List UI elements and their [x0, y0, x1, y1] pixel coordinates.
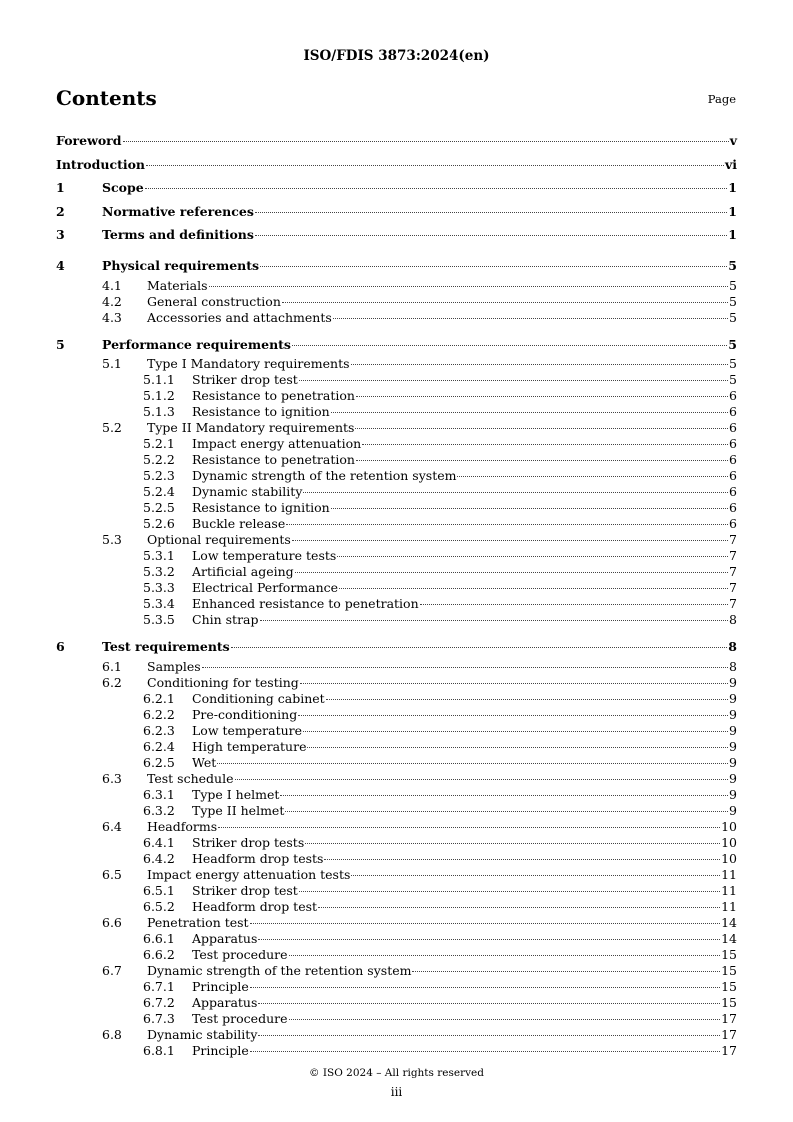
- toc-entry-number: 6.2.2: [143, 706, 175, 722]
- toc-entry-number: 6.4.1: [143, 834, 175, 850]
- toc-dot-leader: [289, 1019, 721, 1020]
- toc-section-gap: [56, 247, 737, 254]
- toc-dot-leader: [303, 492, 728, 493]
- toc-entry-page: 17: [721, 1026, 737, 1042]
- toc-dot-leader: [355, 428, 728, 429]
- toc-dot-leader: [457, 476, 728, 477]
- toc-entry[interactable]: [56, 819, 737, 835]
- toc-dot-leader: [305, 843, 720, 844]
- toc-entry-number: 6.2.1: [143, 690, 175, 706]
- toc-entry-number: 1: [56, 180, 65, 196]
- toc-entry-title: Foreword: [56, 133, 122, 148]
- toc-entry[interactable]: [56, 691, 737, 707]
- toc-entry-title: Striker drop test: [192, 372, 298, 388]
- toc-entry-page: 15: [721, 946, 737, 962]
- toc-dot-leader: [356, 396, 728, 397]
- toc-entry-number: 6.5.1: [143, 882, 175, 898]
- toc-entry[interactable]: [56, 580, 737, 596]
- toc-entry-number: 5.2: [102, 420, 122, 436]
- toc-entry[interactable]: [56, 596, 737, 612]
- toc-dot-leader: [217, 763, 728, 764]
- toc-entry-title: Physical requirements: [102, 257, 260, 273]
- toc-dot-leader: [260, 266, 727, 267]
- toc-entry-number: 6.3: [102, 770, 122, 786]
- toc-entry-page: vi: [724, 156, 737, 172]
- toc-entry[interactable]: [56, 436, 737, 452]
- toc-entry-page: 17: [721, 1042, 737, 1058]
- toc-dot-leader: [285, 811, 728, 812]
- toc-section-gap: [56, 628, 737, 635]
- toc-dot-leader: [307, 747, 728, 748]
- copyright-notice: © ISO 2024 – All rights reserved: [309, 1067, 484, 1079]
- toc-entry[interactable]: [56, 356, 737, 372]
- toc-entry-title: Chin strap: [192, 612, 259, 628]
- toc-entry[interactable]: [56, 484, 737, 500]
- toc-entry[interactable]: [56, 803, 737, 819]
- toc-dot-leader: [331, 412, 728, 413]
- toc-entry[interactable]: [56, 979, 737, 995]
- toc-entry-title: Apparatus: [192, 994, 258, 1010]
- toc-entry-page: 5: [729, 372, 737, 388]
- toc-dot-leader: [337, 556, 728, 557]
- toc-dot-leader: [303, 731, 728, 732]
- toc-entry-title: Introduction: [56, 156, 146, 172]
- toc-entry-page: 7: [729, 548, 737, 564]
- toc-entry[interactable]: [56, 278, 737, 294]
- toc-dot-leader: [258, 1035, 720, 1036]
- toc-dot-leader: [145, 188, 728, 189]
- toc-dot-leader: [326, 699, 728, 700]
- toc-entry-page: 6: [729, 452, 737, 468]
- toc-dot-leader: [258, 939, 720, 940]
- toc-entry-page: 17: [721, 1010, 737, 1026]
- toc-entry-number: 6.4.2: [143, 850, 175, 866]
- toc-entry-number: 5.1: [102, 356, 122, 372]
- toc-entry-page: 9: [729, 674, 737, 690]
- toc-entry-number: 4.3: [102, 309, 122, 325]
- toc-entry-title: Normative references: [102, 203, 254, 219]
- toc-entry-page: 6: [729, 484, 737, 500]
- toc-dot-leader: [295, 572, 728, 573]
- toc-entry[interactable]: [56, 867, 737, 883]
- toc-entry-title: Dynamic stability: [192, 484, 303, 500]
- toc-entry-page: 6: [729, 420, 737, 436]
- toc-entry-number: 6.8: [102, 1026, 122, 1042]
- toc-entry-number: 4.1: [102, 277, 122, 293]
- toc-dot-leader: [123, 141, 729, 142]
- toc-entry-page: 15: [721, 962, 737, 978]
- toc-entry[interactable]: [56, 787, 737, 803]
- toc-entry-page: 11: [721, 882, 737, 898]
- toc-entry-page: 8: [728, 639, 737, 655]
- toc-entry-page: 1: [728, 227, 737, 243]
- toc-entry-page: 10: [721, 850, 737, 866]
- toc-entry-page: 7: [729, 532, 737, 548]
- toc-entry-title: Terms and definitions: [102, 227, 254, 243]
- toc-entry-title: Pre-conditioning: [192, 706, 298, 722]
- toc-entry[interactable]: [56, 1043, 737, 1059]
- toc-entry[interactable]: [56, 564, 737, 580]
- toc-entry-number: 6.2: [102, 674, 122, 690]
- toc-entry[interactable]: [56, 532, 737, 548]
- toc-entry-number: 5.2.4: [143, 484, 175, 500]
- toc-dot-leader: [324, 859, 720, 860]
- toc-entry[interactable]: [56, 1027, 737, 1043]
- toc-entry-number: 2: [56, 203, 65, 219]
- toc-entry-title: Dynamic strength of the retention system: [192, 468, 457, 484]
- toc-entry-page: 6: [729, 516, 737, 532]
- toc-entry-title: Type I Mandatory requirements: [147, 356, 350, 372]
- toc-entry-number: 5.1.1: [143, 372, 175, 388]
- toc-entry[interactable]: [56, 675, 737, 691]
- toc-entry-title: Principle: [192, 978, 249, 994]
- toc-entry-title: Artificial ageing: [192, 564, 294, 580]
- toc-dot-leader: [298, 715, 728, 716]
- toc-entry-number: 5.2.6: [143, 516, 175, 532]
- toc-entry-title: Headforms: [147, 818, 218, 834]
- toc-dot-leader: [292, 345, 727, 346]
- toc-entry-title: Low temperature tests: [192, 548, 337, 564]
- toc-entry-title: Resistance to penetration: [192, 452, 355, 468]
- toc-entry-page: 11: [721, 898, 737, 914]
- toc-dot-leader: [280, 795, 728, 796]
- toc-entry[interactable]: [56, 452, 737, 468]
- toc-dot-leader: [292, 540, 728, 541]
- toc-entry-page: 10: [721, 834, 737, 850]
- contents-title: Contents: [56, 86, 157, 110]
- toc-entry-title: Type I helmet: [192, 786, 280, 802]
- toc-entry-page: 6: [729, 468, 737, 484]
- toc-entry-page: 5: [729, 277, 737, 293]
- toc-dot-leader: [250, 987, 720, 988]
- toc-entry[interactable]: [56, 1011, 737, 1027]
- toc-entry[interactable]: [56, 931, 737, 947]
- toc-entry-page: 8: [729, 612, 737, 628]
- toc-dot-leader: [351, 875, 720, 876]
- toc-entry-number: 6.2.5: [143, 754, 175, 770]
- toc-dot-leader: [231, 647, 728, 648]
- toc-entry[interactable]: [56, 333, 737, 357]
- toc-entry-number: 6.7.1: [143, 978, 175, 994]
- toc-entry[interactable]: [56, 915, 737, 931]
- toc-entry[interactable]: [56, 254, 737, 278]
- toc-entry[interactable]: [56, 851, 737, 867]
- toc-entry-number: 3: [56, 227, 65, 243]
- toc-entry-number: 4.2: [102, 293, 122, 309]
- toc-entry[interactable]: [56, 468, 737, 484]
- toc-entry[interactable]: [56, 294, 737, 310]
- toc-entry-number: 6.6.2: [143, 946, 175, 962]
- toc-entry[interactable]: [56, 500, 737, 516]
- toc-dot-leader: [286, 524, 728, 525]
- toc-entry-title: Wet: [192, 754, 217, 770]
- toc-dot-leader: [235, 779, 729, 780]
- toc-entry-title: Conditioning cabinet: [192, 690, 325, 706]
- toc-entry-page: v: [729, 133, 737, 148]
- toc-entry-number: 6.3.2: [143, 802, 175, 818]
- toc-entry[interactable]: [56, 310, 737, 326]
- toc-entry-page: 5: [729, 309, 737, 325]
- toc-entry[interactable]: [56, 739, 737, 755]
- toc-entry[interactable]: [56, 176, 737, 200]
- toc-entry-page: 15: [721, 994, 737, 1010]
- toc-entry-title: Headform drop test: [192, 898, 318, 914]
- toc-entry-title: Type II Mandatory requirements: [147, 420, 355, 436]
- toc-entry-number: 6.2.4: [143, 738, 175, 754]
- toc-entry-page: 8: [729, 658, 737, 674]
- toc-entry-page: 14: [721, 930, 737, 946]
- toc-entry-number: 6.1: [102, 658, 122, 674]
- toc-entry-number: 5: [56, 336, 65, 352]
- toc-entry-number: 6.5.2: [143, 898, 175, 914]
- toc-dot-leader: [282, 302, 728, 303]
- toc-entry[interactable]: [56, 835, 737, 851]
- toc-entry-number: 5.2.1: [143, 436, 175, 452]
- toc-dot-leader: [299, 380, 728, 381]
- toc-entry[interactable]: [56, 659, 737, 675]
- toc-entry-page: 9: [729, 706, 737, 722]
- toc-entry-page: 14: [721, 914, 737, 930]
- toc-entry[interactable]: [56, 153, 737, 177]
- toc-dot-leader: [209, 286, 729, 287]
- toc-entry-page: 11: [721, 866, 737, 882]
- toc-entry-title: Striker drop test: [192, 882, 298, 898]
- toc-entry-title: Dynamic strength of the retention system: [147, 962, 412, 978]
- toc-entry-page: 10: [721, 818, 737, 834]
- toc-entry[interactable]: [56, 963, 737, 979]
- toc-entry-title: Penetration test: [147, 914, 249, 930]
- toc-entry-page: 1: [728, 180, 737, 196]
- toc-entry[interactable]: [56, 771, 737, 787]
- toc-entry[interactable]: [56, 707, 737, 723]
- toc-entry-number: 5.2.2: [143, 452, 175, 468]
- toc-entry-title: Type II helmet: [192, 802, 285, 818]
- toc-section-gap: [56, 326, 737, 333]
- toc-entry-title: Headform drop tests: [192, 850, 324, 866]
- toc-entry[interactable]: [56, 200, 737, 224]
- toc-dot-leader: [356, 460, 728, 461]
- toc-dot-leader: [202, 667, 728, 668]
- toc-entry-page: 6: [729, 500, 737, 516]
- toc-entry-number: 5.3.3: [143, 580, 175, 596]
- toc-dot-leader: [333, 318, 728, 319]
- toc-dot-leader: [250, 923, 721, 924]
- toc-entry-title: Resistance to penetration: [192, 388, 355, 404]
- toc-entry-title: Resistance to ignition: [192, 404, 330, 420]
- toc-dot-leader: [420, 604, 728, 605]
- toc-entry[interactable]: [56, 420, 737, 436]
- toc-dot-leader: [299, 891, 720, 892]
- toc-entry-number: 6.6.1: [143, 930, 175, 946]
- toc-entry-title: Striker drop tests: [192, 834, 305, 850]
- toc-entry[interactable]: [56, 899, 737, 915]
- toc-entry-title: Test procedure: [192, 946, 288, 962]
- page-column-label: Page: [707, 92, 736, 106]
- toc-entry-number: 6.3.1: [143, 786, 175, 802]
- toc-entry[interactable]: [56, 223, 737, 247]
- toc-entry-number: 6.2.3: [143, 722, 175, 738]
- page-number: iii: [390, 1085, 403, 1099]
- toc-entry-number: 4: [56, 257, 65, 273]
- toc-dot-leader: [260, 620, 729, 621]
- toc-entry-number: 6: [56, 639, 65, 655]
- toc-entry-title: Electrical Performance: [192, 580, 339, 596]
- toc-dot-leader: [300, 683, 728, 684]
- toc-entry-number: 5.1.3: [143, 404, 175, 420]
- toc-dot-leader: [318, 907, 720, 908]
- toc-dot-leader: [412, 971, 720, 972]
- toc-entry-number: 5.3.1: [143, 548, 175, 564]
- toc-entry-number: 6.6: [102, 914, 122, 930]
- toc-entry-page: 7: [729, 564, 737, 580]
- toc-entry-number: 5.1.2: [143, 388, 175, 404]
- toc-entry-page: 5: [729, 356, 737, 372]
- toc-entry-number: 6.8.1: [143, 1042, 175, 1058]
- toc-entry[interactable]: [56, 883, 737, 899]
- toc-entry-page: 9: [729, 754, 737, 770]
- toc-entry-title: Enhanced resistance to penetration: [192, 596, 419, 612]
- toc-dot-leader: [331, 508, 728, 509]
- toc-entry[interactable]: [56, 947, 737, 963]
- toc-entry-page: 1: [728, 203, 737, 219]
- toc-dot-leader: [258, 1003, 720, 1004]
- toc-entry-page: 6: [729, 388, 737, 404]
- toc-entry-title: High temperature: [192, 738, 307, 754]
- toc-entry[interactable]: [56, 755, 737, 771]
- document-id: ISO/FDIS 3873:2024(en): [303, 48, 490, 64]
- toc-dot-leader: [362, 444, 728, 445]
- toc-entry[interactable]: [56, 612, 737, 628]
- toc-entry-number: 5.3.4: [143, 596, 175, 612]
- toc-entry[interactable]: [56, 404, 737, 420]
- toc-dot-leader: [339, 588, 728, 589]
- toc-entry[interactable]: [56, 388, 737, 404]
- toc-entry-title: Test procedure: [192, 1010, 288, 1026]
- toc-entry-title: Test schedule: [147, 770, 234, 786]
- toc-entry-title: Buckle release: [192, 516, 286, 532]
- toc-entry-number: 5.2.5: [143, 500, 175, 516]
- toc-dot-leader: [218, 827, 720, 828]
- toc-entry-title: Materials: [147, 277, 208, 293]
- toc-entry-title: Conditioning for testing: [147, 674, 299, 690]
- toc-entry-page: 7: [729, 580, 737, 596]
- toc-entry-title: Resistance to ignition: [192, 500, 330, 516]
- toc-entry-page: 7: [729, 596, 737, 612]
- toc-dot-leader: [146, 165, 724, 166]
- toc-entry[interactable]: [56, 129, 737, 153]
- toc-entry-title: Optional requirements: [147, 532, 291, 548]
- toc-entry-page: 6: [729, 436, 737, 452]
- toc-entry-number: 5.3.2: [143, 564, 175, 580]
- toc-entry-page: 5: [729, 293, 737, 309]
- toc-entry-page: 5: [728, 336, 737, 352]
- toc-entry-number: 5.3: [102, 532, 122, 548]
- toc-entry[interactable]: [56, 635, 737, 659]
- toc-entry-number: 5.2.3: [143, 468, 175, 484]
- toc-entry-page: 9: [729, 802, 737, 818]
- toc-entry-page: 6: [729, 404, 737, 420]
- toc-entry-page: 9: [729, 690, 737, 706]
- toc-dot-leader: [255, 212, 727, 213]
- toc-entry-number: 6.4: [102, 818, 122, 834]
- toc-entry[interactable]: [56, 723, 737, 739]
- toc-entry-title: Samples: [147, 658, 201, 674]
- toc-entry-title: General construction: [147, 293, 281, 309]
- toc-entry-page: 9: [729, 786, 737, 802]
- toc-entry-title: Apparatus: [192, 930, 258, 946]
- toc-entry-page: 9: [729, 770, 737, 786]
- toc-entry-title: Performance requirements: [102, 336, 291, 352]
- toc-entry-title: Impact energy attenuation: [192, 436, 362, 452]
- toc-entry-page: 5: [728, 257, 737, 273]
- toc-dot-leader: [351, 364, 729, 365]
- toc-entry-title: Low temperature: [192, 722, 303, 738]
- toc-entry-title: Test requirements: [102, 639, 230, 655]
- toc-entry-title: Principle: [192, 1042, 249, 1058]
- toc-dot-leader: [250, 1051, 720, 1052]
- table-of-contents: [56, 129, 737, 1059]
- toc-entry-number: 6.7.3: [143, 1010, 175, 1026]
- toc-entry-page: 15: [721, 978, 737, 994]
- toc-dot-leader: [289, 955, 721, 956]
- toc-entry-page: 9: [729, 738, 737, 754]
- toc-dot-leader: [255, 235, 727, 236]
- toc-entry[interactable]: [56, 516, 737, 532]
- toc-entry-title: Impact energy attenuation tests: [147, 866, 351, 882]
- toc-entry-number: 6.7: [102, 962, 122, 978]
- toc-entry-number: 6.5: [102, 866, 122, 882]
- toc-entry-title: Scope: [102, 180, 144, 196]
- toc-entry-number: 5.3.5: [143, 612, 175, 628]
- toc-entry-title: Dynamic stability: [147, 1026, 258, 1042]
- toc-entry[interactable]: [56, 372, 737, 388]
- toc-entry[interactable]: [56, 995, 737, 1011]
- toc-entry-number: 6.7.2: [143, 994, 175, 1010]
- toc-entry[interactable]: [56, 548, 737, 564]
- toc-entry-title: Accessories and attachments: [147, 309, 332, 325]
- toc-entry-page: 9: [729, 722, 737, 738]
